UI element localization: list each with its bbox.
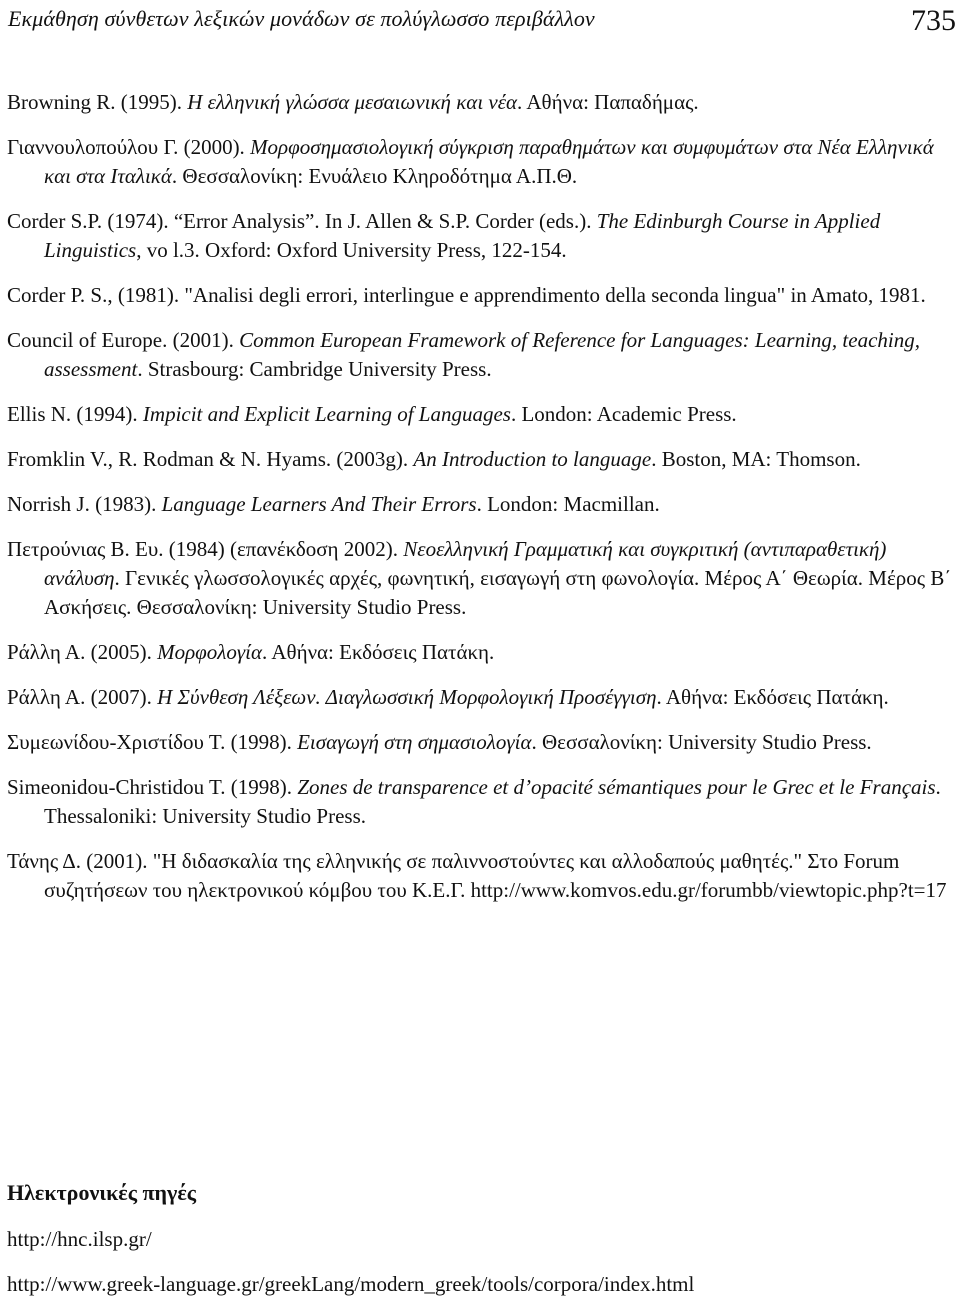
reference-entry bbox=[7, 728, 952, 757]
reference-entry bbox=[7, 207, 952, 265]
reference-title: An Introduction to language bbox=[413, 447, 652, 471]
reference-title: Η ελληνική γλώσσα μεσαιωνική και νέα bbox=[187, 90, 518, 114]
reference-text: Council of Europe. (2001). bbox=[7, 328, 240, 352]
reference-text: Norrish J. (1983). bbox=[7, 492, 162, 516]
reference-text: Ellis N. (1994). bbox=[7, 402, 143, 426]
reference-entry bbox=[7, 638, 952, 667]
reference-entry bbox=[7, 847, 952, 905]
page-number: 735 bbox=[911, 4, 956, 37]
reference-text: . Αθήνα: Εκδόσεις Πατάκη. bbox=[262, 640, 495, 664]
reference-text: Simeonidou-Christidou T. (1998). bbox=[7, 775, 298, 799]
reference-title: Εισαγωγή στη σημασιολογία bbox=[297, 730, 532, 754]
reference-text: . Αθήνα: Παπαδήμας. bbox=[517, 90, 699, 114]
running-title: Εκμάθηση σύνθετων λεξικών μονάδων σε πολύγλωσσο περιβάλλον bbox=[8, 6, 595, 31]
reference-title: Μορφοσημασιολογική σύγκριση παραθημάτων και συμφυμάτων στα Νέα Ελληνικά και στα Ιταλικά bbox=[44, 135, 934, 188]
reference-entry bbox=[7, 683, 952, 712]
reference-title: Zones de transparence et d’opacité sémantiques pour le Grec et le Français bbox=[297, 775, 936, 799]
section-heading: Ηλεκτρονικές πηγές bbox=[7, 1180, 197, 1205]
reference-text: Συμεωνίδου-Χριστίδου Τ. (1998). bbox=[7, 730, 298, 754]
reference-text: Τάνης Δ. (2001). "Η διδασκαλία της ελληνικής σε παλιννοστούντες και αλλοδαπούς μαθητές." Στο Forum συζητήσεων του ηλεκτρονικού κόμβου του Κ.Ε.Γ. http://www.komvos.edu.gr/forumbb/viewtopic.php?t=17 bbox=[7, 849, 947, 902]
reference-text: . Boston, MA: Thomson. bbox=[651, 447, 861, 471]
reference-text: . Thessaloniki: University Studio Press. bbox=[44, 775, 941, 828]
reference-entry bbox=[7, 535, 952, 622]
reference-text: Ράλλη Α. (2007). bbox=[7, 685, 158, 709]
reference-text: Corder P. S., (1981). "Analisi degli errori, interlingue e apprendimento della seconda lingua" in Amato, 1981. bbox=[7, 283, 926, 307]
reference-title: Language Learners And Their Errors bbox=[161, 492, 477, 516]
reference-entry bbox=[7, 133, 952, 191]
source-link[interactable]: http://hnc.ilsp.gr/ bbox=[7, 1227, 152, 1251]
reference-text: . Αθήνα: Εκδόσεις Πατάκη. bbox=[656, 685, 889, 709]
reference-text: . London: Macmillan. bbox=[476, 492, 660, 516]
reference-entry bbox=[7, 490, 952, 519]
reference-list bbox=[7, 88, 952, 921]
reference-title: The Edinburgh Course in Applied Linguistics bbox=[44, 209, 881, 262]
running-header bbox=[8, 4, 956, 44]
reference-text: Corder S.P. (1974). “Error Analysis”. In J. Allen & S.P. Corder (eds.). bbox=[7, 209, 597, 233]
reference-text: . Θεσσαλονίκη: Ενυάλειο Κληροδότημα Α.Π.Θ. bbox=[171, 164, 578, 188]
reference-entry bbox=[7, 326, 952, 384]
reference-text: , vo l.3. Oxford: Oxford University Press, 122-154. bbox=[136, 238, 567, 262]
reference-text: Browning R. (1995). bbox=[7, 90, 188, 114]
reference-text: . Γενικές γλωσσολογικές αρχές, φωνητική, εισαγωγή στη φωνολογία. Μέρος Α΄ Θεωρία. Μέρος Β΄ Ασκήσεις. Θεσσαλονίκη: University Studio Press. bbox=[44, 566, 952, 619]
reference-entry bbox=[7, 281, 952, 310]
source-link[interactable]: http://www.greek-language.gr/greekLang/modern_greek/tools/corpora/index.html bbox=[7, 1272, 695, 1296]
reference-text: . Strasbourg: Cambridge University Press. bbox=[137, 357, 492, 381]
reference-title: Μορφολογία bbox=[157, 640, 263, 664]
reference-text: Fromklin V., R. Rodman & N. Hyams. (2003g). bbox=[7, 447, 414, 471]
reference-entry bbox=[7, 445, 952, 474]
reference-text: Πετρούνιας Β. Ευ. (1984) (επανέκδοση 2002). bbox=[7, 537, 404, 561]
reference-text: Ράλλη Α. (2005). bbox=[7, 640, 158, 664]
reference-text: . Θεσσαλονίκη: University Studio Press. bbox=[531, 730, 872, 754]
reference-title: Impicit and Explicit Learning of Languages bbox=[142, 402, 511, 426]
reference-title: Νεοελληνική Γραμματική και συγκριτική (αντιπαραθετική) ανάλυση bbox=[44, 537, 887, 590]
reference-entry bbox=[7, 400, 952, 429]
reference-text: Γιαννουλοπούλου Γ. (2000). bbox=[7, 135, 251, 159]
reference-entry bbox=[7, 88, 952, 117]
reference-entry bbox=[7, 773, 952, 831]
reference-title: Common European Framework of Reference for Languages: Learning, teaching, assessment bbox=[44, 328, 920, 381]
reference-text: . London: Academic Press. bbox=[510, 402, 737, 426]
reference-title: Η Σύνθεση Λέξεων. Διαγλωσσική Μορφολογική Προσέγγιση bbox=[157, 685, 657, 709]
electronic-sources-list bbox=[7, 1225, 952, 1315]
